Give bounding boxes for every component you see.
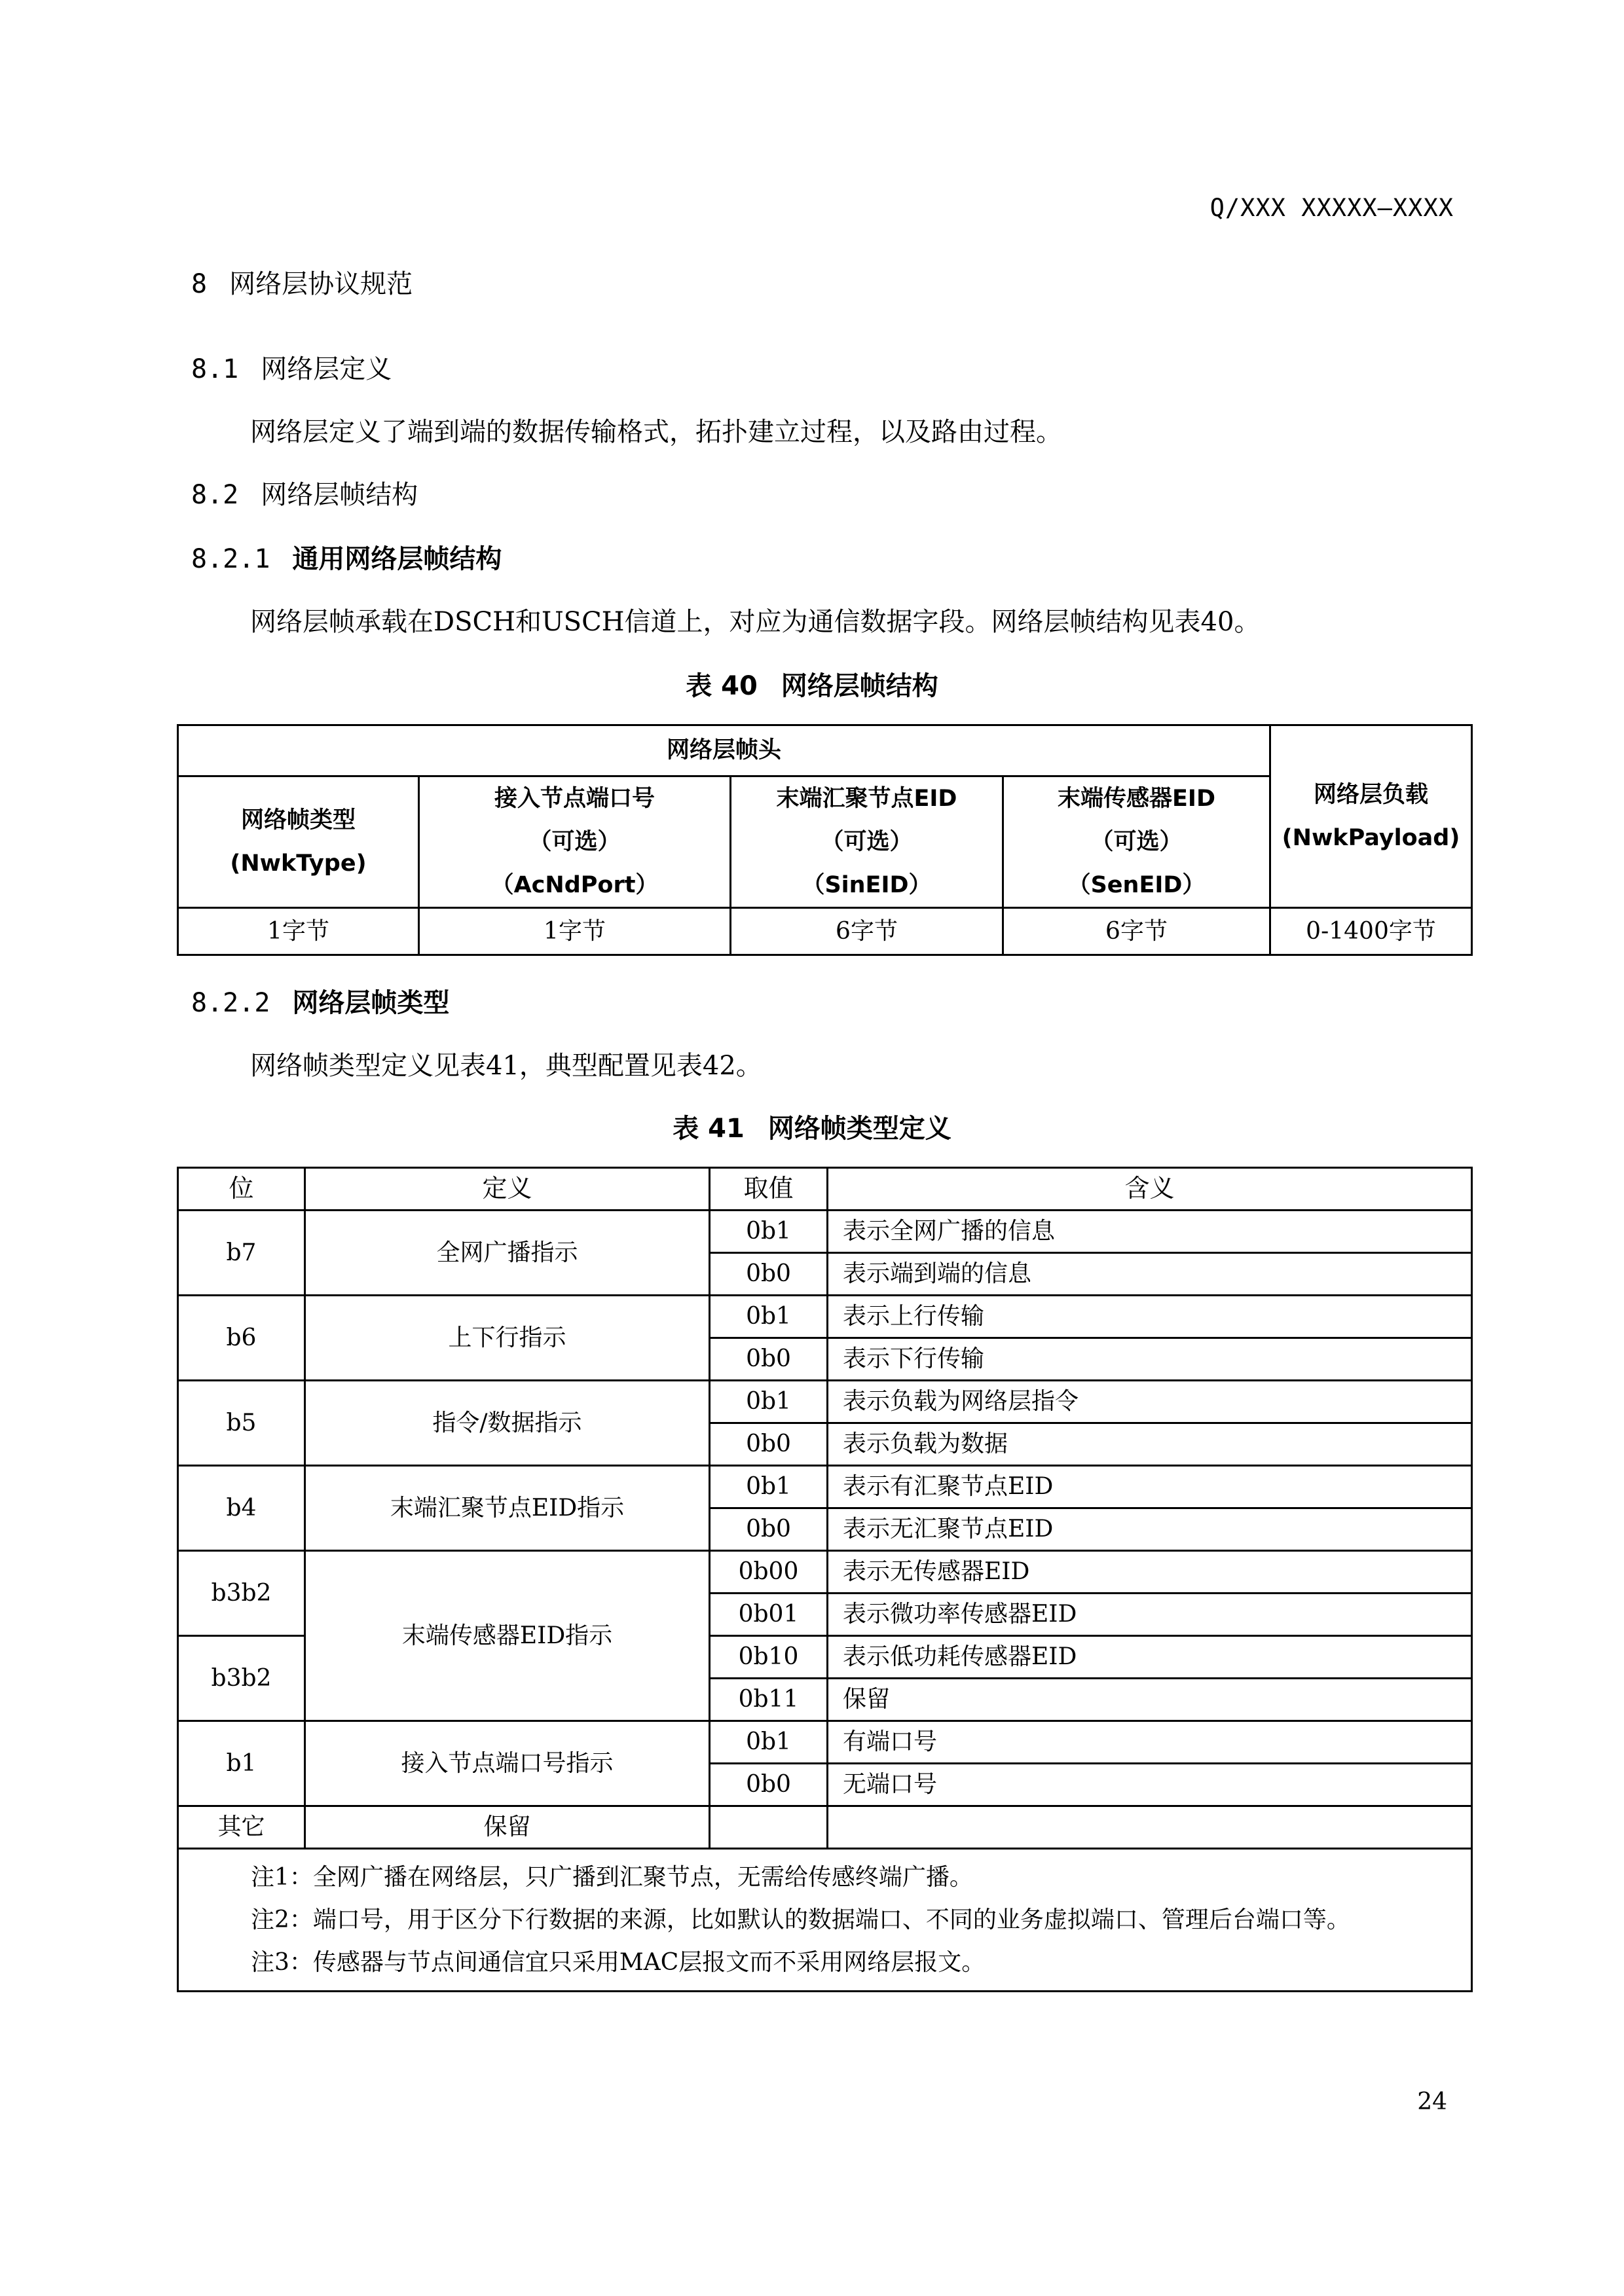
section-8-2-2-paragraph: 网络帧类型定义见表41，典型配置见表42。 (250, 1051, 762, 1081)
section-8-heading (191, 263, 413, 301)
section-8-2-2-heading (191, 982, 449, 1019)
section-8-1-heading (191, 348, 392, 386)
page-number: 24 (1417, 2088, 1447, 2115)
section-8-2-1-paragraph: 网络层帧承载在DSCH和USCH信道上，对应为通信数据字段。网络层帧结构见表40。 (250, 607, 1261, 637)
bit-cell: b4 (178, 1466, 305, 1551)
table-cell: 6字节 (1003, 908, 1270, 955)
header-line: （可选） (528, 829, 621, 855)
section-8-1-paragraph: 网络层定义了端到端的数据传输格式，拓扑建立过程，以及路由过程。 (250, 417, 1062, 447)
bit-cell: b5 (178, 1381, 305, 1466)
table-row (178, 1721, 1472, 1764)
notes-row (178, 1849, 1472, 1992)
table-41 (177, 1167, 1473, 1992)
table-number: 表 40 (686, 671, 758, 701)
section-8-2-heading (191, 474, 418, 511)
header-line: （SenEID） (1067, 872, 1206, 898)
header-cell (419, 776, 731, 908)
bit-cell: b1 (178, 1721, 305, 1806)
header-cell: 取值 (710, 1168, 828, 1211)
bit-cell: b6 (178, 1296, 305, 1381)
value-cell (710, 1806, 828, 1849)
meaning-cell: 表示下行传输 (828, 1338, 1472, 1381)
value-cell: 0b0 (710, 1338, 828, 1381)
meaning-cell: 无端口号 (828, 1764, 1472, 1806)
table-row (178, 1466, 1472, 1508)
section-number: 8.2 (191, 480, 239, 510)
value-cell: 0b0 (710, 1423, 828, 1466)
header-group-cell: 网络层帧头 (178, 725, 1270, 776)
section-number: 8.1 (191, 354, 239, 384)
header-line: 网络帧类型 (240, 807, 356, 833)
header-cell (1003, 776, 1270, 908)
header-cell: 位 (178, 1168, 305, 1211)
table-cell: 0-1400字节 (1270, 908, 1472, 955)
header-line: （可选） (1090, 829, 1183, 855)
header-line: 网络层负载 (1314, 782, 1429, 808)
section-title: 网络层协议规范 (229, 269, 413, 299)
table-row (178, 908, 1472, 955)
header-line: （AcNdPort） (490, 872, 659, 898)
section-title: 通用网络层帧结构 (292, 544, 502, 574)
meaning-cell: 表示无传感器EID (828, 1551, 1472, 1594)
definition-cell: 末端传感器EID指示 (305, 1551, 710, 1721)
table-title: 网络层帧结构 (781, 671, 938, 701)
header-line: （SinEID） (802, 872, 932, 898)
table-header-row (178, 1168, 1472, 1211)
section-title: 网络层帧结构 (261, 480, 418, 510)
notes-cell (178, 1849, 1472, 1992)
header-line: 末端汇聚节点EID (776, 786, 957, 812)
meaning-cell: 表示有汇聚节点EID (828, 1466, 1472, 1508)
bit-cell: b3b2 (178, 1636, 305, 1721)
table-40 (177, 724, 1473, 956)
header-line: (NwkPayload) (1282, 825, 1460, 851)
note-1: 注1：全网广播在网络层，只广播到汇聚节点，无需给传感终端广播。 (251, 1864, 973, 1891)
definition-cell: 接入节点端口号指示 (305, 1721, 710, 1806)
table-40-caption (0, 665, 1624, 702)
bit-cell: b3b2 (178, 1551, 305, 1636)
header-line: 接入节点端口号 (494, 786, 655, 812)
header-cell: 定义 (305, 1168, 710, 1211)
meaning-cell: 表示负载为网络层指令 (828, 1381, 1472, 1423)
section-title: 网络层帧类型 (292, 988, 450, 1018)
meaning-cell: 表示微功率传感器EID (828, 1594, 1472, 1636)
value-cell: 0b1 (710, 1721, 828, 1764)
meaning-cell: 表示端到端的信息 (828, 1253, 1472, 1296)
table-cell: 6字节 (731, 908, 1003, 955)
header-line: (NwkType) (230, 850, 367, 877)
header-cell (178, 776, 419, 908)
header-cell (731, 776, 1003, 908)
value-cell: 0b1 (710, 1296, 828, 1338)
note-3: 注3：传感器与节点间通信宜只采用MAC层报文而不采用网络层报文。 (251, 1949, 986, 1976)
table-row (178, 1551, 1472, 1594)
document-code: Q/XXX XXXXX—XXXX (1209, 194, 1454, 222)
bit-cell: 其它 (178, 1806, 305, 1849)
header-cell (1270, 725, 1472, 908)
section-number: 8.2.1 (191, 544, 270, 574)
value-cell: 0b0 (710, 1764, 828, 1806)
header-line: （可选） (821, 829, 913, 855)
section-8-2-1-heading (191, 538, 502, 575)
header-line: 末端传感器EID (1058, 786, 1215, 812)
definition-cell: 指令/数据指示 (305, 1381, 710, 1466)
value-cell: 0b10 (710, 1636, 828, 1679)
table-row (178, 1806, 1472, 1849)
table-row (178, 1296, 1472, 1338)
value-cell: 0b00 (710, 1551, 828, 1594)
meaning-cell: 表示负载为数据 (828, 1423, 1472, 1466)
section-number: 8.2.2 (191, 988, 270, 1018)
value-cell: 0b1 (710, 1211, 828, 1253)
value-cell: 0b11 (710, 1679, 828, 1721)
table-row (178, 1211, 1472, 1253)
table-row (178, 1381, 1472, 1423)
meaning-cell: 有端口号 (828, 1721, 1472, 1764)
bit-cell: b7 (178, 1211, 305, 1296)
definition-cell: 末端汇聚节点EID指示 (305, 1466, 710, 1551)
value-cell: 0b1 (710, 1466, 828, 1508)
definition-cell: 保留 (305, 1806, 710, 1849)
meaning-cell: 表示全网广播的信息 (828, 1211, 1472, 1253)
value-cell: 0b01 (710, 1594, 828, 1636)
table-title: 网络帧类型定义 (767, 1114, 951, 1144)
value-cell: 0b1 (710, 1381, 828, 1423)
meaning-cell (828, 1806, 1472, 1849)
section-number: 8 (191, 269, 208, 299)
table-cell: 1字节 (419, 908, 731, 955)
header-cell: 含义 (828, 1168, 1472, 1211)
definition-cell: 上下行指示 (305, 1296, 710, 1381)
table-cell: 1字节 (178, 908, 419, 955)
section-title: 网络层定义 (261, 354, 392, 384)
meaning-cell: 保留 (828, 1679, 1472, 1721)
value-cell: 0b0 (710, 1508, 828, 1551)
table-number: 表 41 (673, 1114, 745, 1144)
meaning-cell: 表示无汇聚节点EID (828, 1508, 1472, 1551)
table-row (178, 725, 1472, 776)
note-2: 注2：端口号，用于区分下行数据的来源，比如默认的数据端口、不同的业务虚拟端口、管理后台端口等。 (251, 1906, 1350, 1933)
meaning-cell: 表示低功耗传感器EID (828, 1636, 1472, 1679)
meaning-cell: 表示上行传输 (828, 1296, 1472, 1338)
value-cell: 0b0 (710, 1253, 828, 1296)
definition-cell: 全网广播指示 (305, 1211, 710, 1296)
table-41-caption (0, 1108, 1624, 1145)
